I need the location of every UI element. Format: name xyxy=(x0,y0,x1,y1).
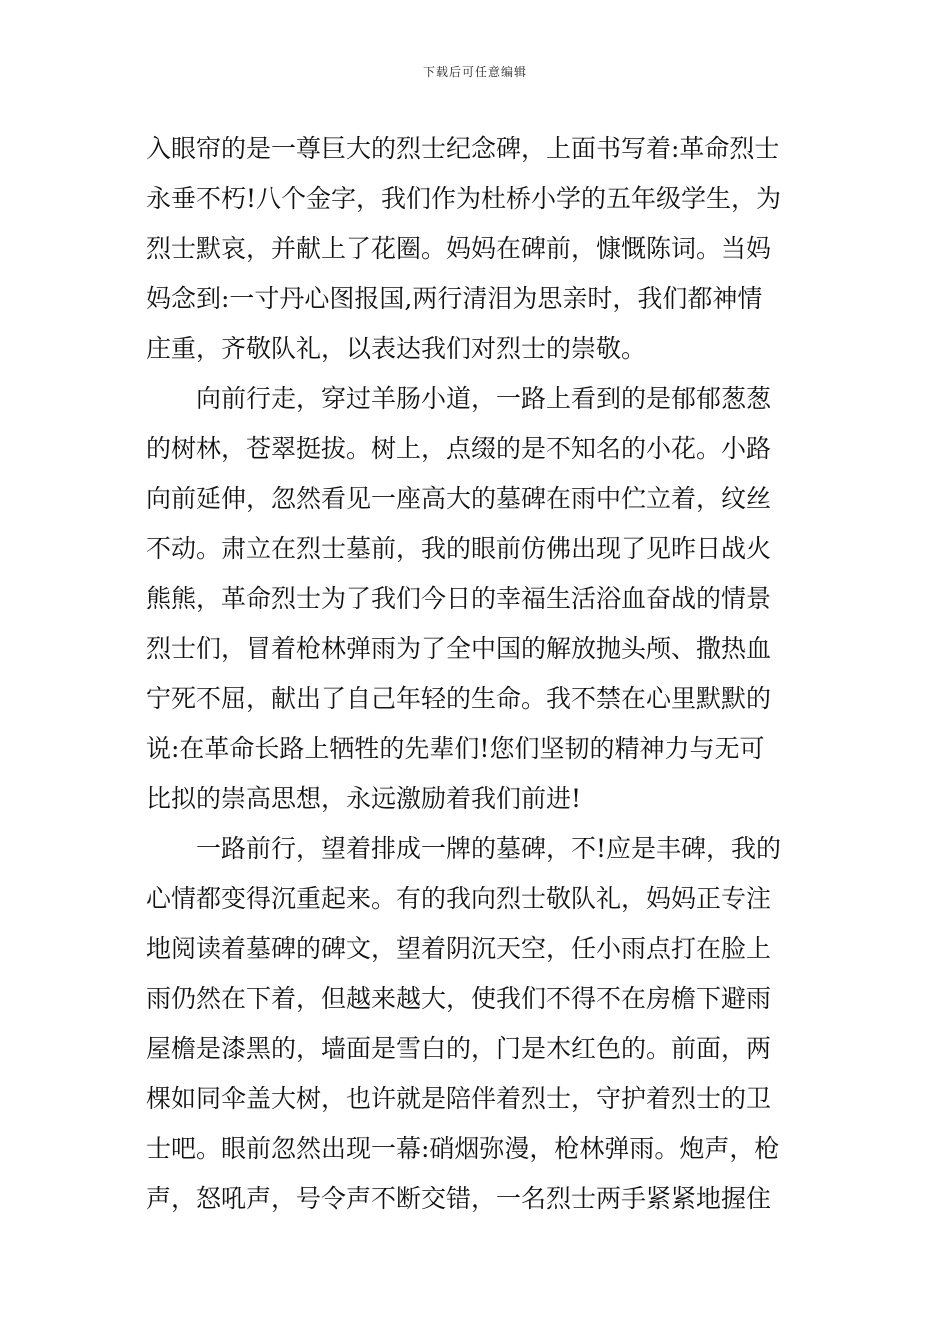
text-line: 熊熊，革命烈士为了我们今日的幸福生活浴血奋战的情景 xyxy=(146,584,772,613)
text-line: 说:在革命长路上牺牲的先辈们!您们坚韧的精神力与无可 xyxy=(146,734,765,763)
text-line: 的树林，苍翠挺拔。树上，点缀的是不知名的小花。小路 xyxy=(146,434,772,463)
text-line: 心情都变得沉重起来。有的我向烈士敬队礼，妈妈正专注 xyxy=(146,884,772,913)
text-line: 向前延伸，忽然看见一座高大的墓碑在雨中伫立着，纹丝 xyxy=(146,484,772,513)
body-text xyxy=(146,124,810,1224)
paragraph-first-line: 一路前行，望着排成一牌的墓碑，不!应是丰碑，我的 xyxy=(196,834,782,863)
text-line: 烈士们，冒着枪林弹雨为了全中国的解放抛头颅、撒热血 xyxy=(146,634,772,663)
text-line: 棵如同伞盖大树，也许就是陪伴着烈士，守护着烈士的卫 xyxy=(146,1084,772,1113)
text-line: 屋檐是漆黑的，墙面是雪白的，门是木红色的。前面，两 xyxy=(146,1034,772,1063)
text-line: 宁死不屈，献出了自己年轻的生命。我不禁在心里默默的 xyxy=(146,684,772,713)
text-line: 声，怒吼声，号令声不断交错，一名烈士两手紧紧地握住 xyxy=(146,1184,772,1213)
text-line: 妈念到:一寸丹心图报国,两行清泪为思亲时，我们都神情 xyxy=(146,284,763,313)
text-line: 雨仍然在下着，但越来越大，使我们不得不在房檐下避雨 xyxy=(146,984,772,1013)
text-line: 地阅读着墓碑的碑文，望着阴沉天空，任小雨点打在脸上 xyxy=(146,934,772,963)
text-line: 入眼帘的是一尊巨大的烈士纪念碑，上面书写着:革命烈士 xyxy=(146,134,780,163)
page-header: 下载后可任意编辑 xyxy=(422,65,527,79)
text-line: 永垂不朽!八个金字，我们作为杜桥小学的五年级学生，为 xyxy=(146,184,782,213)
text-line: 比拟的崇高思想，永远激励着我们前进! xyxy=(146,784,582,813)
text-line: 士吧。眼前忽然出现一幕:硝烟弥漫，枪林弹雨。炮声，枪 xyxy=(146,1134,780,1163)
text-line: 烈士默哀，并献上了花圈。妈妈在碑前，慷慨陈词。当妈 xyxy=(146,234,772,263)
text-line: 不动。肃立在烈士墓前，我的眼前仿佛出现了见昨日战火 xyxy=(146,534,772,563)
text-line: 庄重，齐敬队礼，以表达我们对烈士的崇敬。 xyxy=(146,334,647,363)
paragraph-first-line: 向前行走，穿过羊肠小道，一路上看到的是郁郁葱葱 xyxy=(196,384,772,413)
